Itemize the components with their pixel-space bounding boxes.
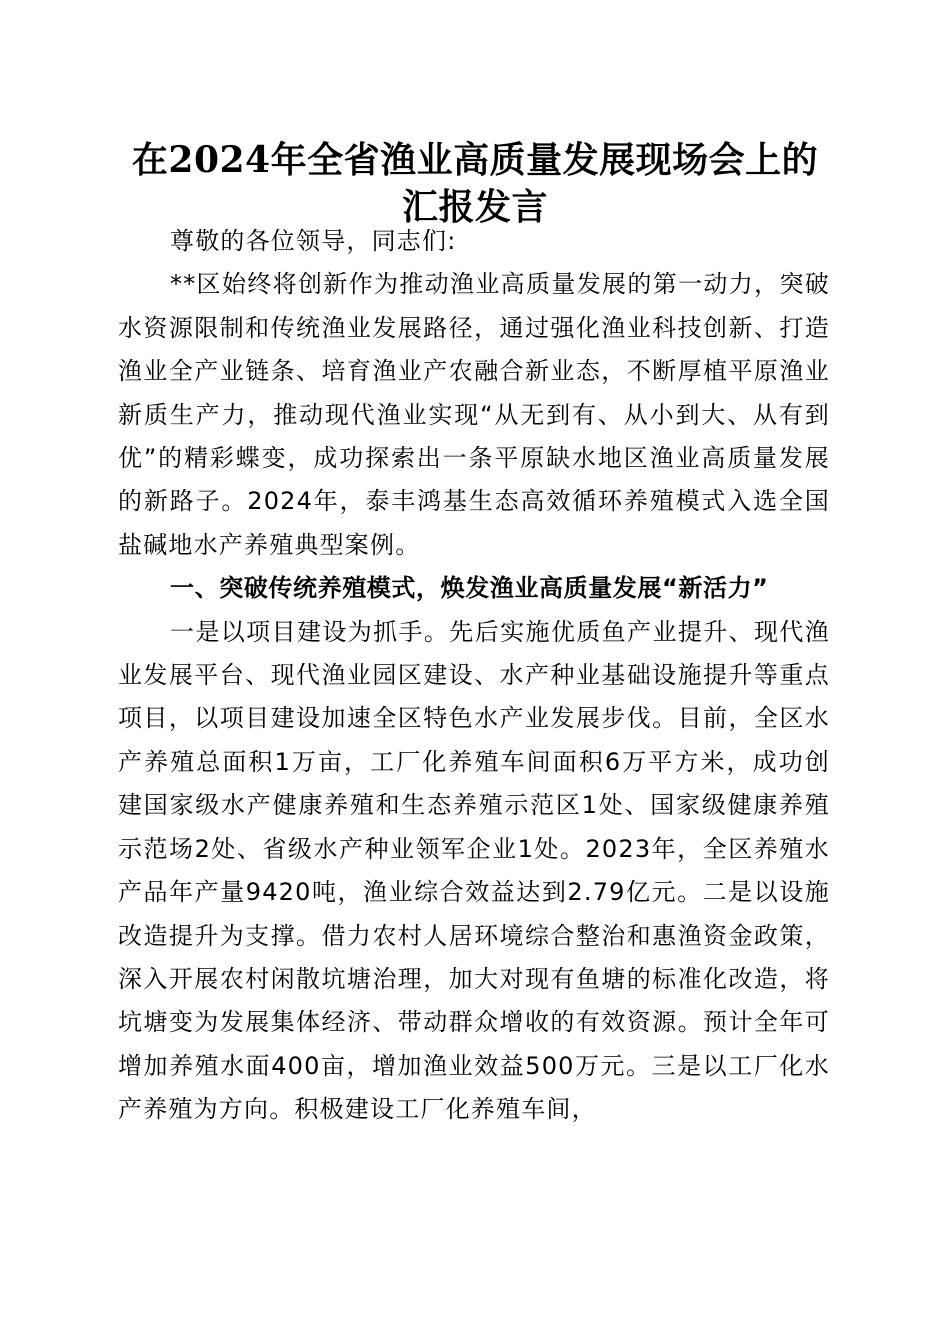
document-body <box>118 220 830 1132</box>
intro-paragraph: **区始终将创新作为推动渔业高质量发展的第一动力，突破水资源限制和传统渔业发展路径，通过强化渔业科技创新、打造渔业全产业链条、培育渔业产农融合新业态，不断厚植平原渔业新质生产力，推动现代渔业实现“从无到有、从小到大、从有到优”的精彩蝶变，成功探索出一条平原缺水地区渔业高质量发展的新路子。2024年，泰丰鸿基生态高效循环养殖模式入选全国盐碱地水产养殖典型案例。 <box>118 270 830 559</box>
salutation: 尊敬的各位领导，同志们: <box>170 227 457 255</box>
section-heading-1: 一、突破传统养殖模式，焕发渔业高质量发展“新活力” <box>170 574 769 603</box>
section-body-1: 一是以项目建设为抓手。先后实施优质鱼产业提升、现代渔业发展平台、现代渔业园区建设、水产种业基础设施提升等重点项目，以项目建设加速全区特色水产业发展步伐。目前，全区水产养殖总面积1万亩，工厂化养殖车间面积6万平方米，成功创建国家级水产健康养殖和生态养殖示范区1处、国家级健康养殖示范场2处、省级水产种业领军企业1处。2023年，全区养殖水产品年产量9420吨，渔业综合效益达到2.79亿元。二是以设施改造提升为支撑。借力农村人居环境综合整治和惠渔资金政策，深入开展农村闲散坑塘治理，加大对现有鱼塘的标准化改造，将坑塘变为发展集体经济、带动群众增收的有效资源。预计全年可增加养殖水面400亩，增加渔业效益500万元。三是以工厂化水产养殖为方向。积极建设工厂化养殖车间， <box>118 617 830 1124</box>
document-title: 在2024年全省渔业高质量发展现场会上的汇报发言 <box>131 139 819 228</box>
